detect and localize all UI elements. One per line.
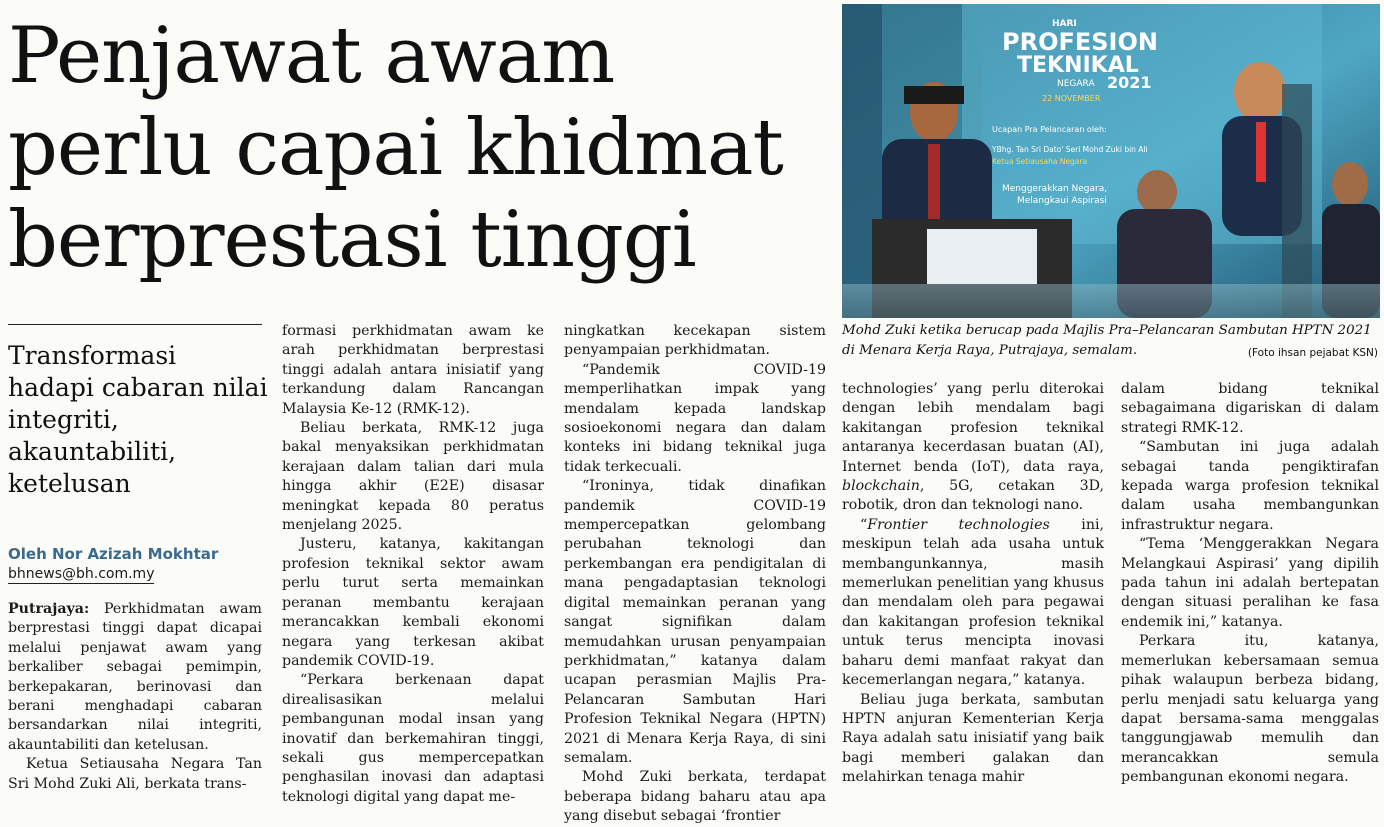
banner-hari: HARI — [1052, 19, 1077, 29]
author-email[interactable]: bhnews@bh.com.my — [8, 566, 155, 582]
paragraph: Beliau juga berkata, sambutan HPTN anjuran Kementerian Kerja Raya adalah satu inisiatif yang baik bagi memberi galakan dan melahirkan tenaga mahir — [842, 691, 1104, 786]
news-photo — [842, 4, 1380, 318]
headline-line-3: berprestasi tinggi — [8, 195, 696, 285]
photo-credit: (Foto ihsan pejabat KSN) — [1247, 347, 1378, 359]
article-column-2 — [282, 322, 544, 807]
paragraph: Beliau berkata, RMK-12 juga bakal menyaksikan perkhidmatan kerajaan dalam talian dari mula hingga akhir (E2E) disasar meningkat kepada 80 peratus menjelang 2025. — [282, 420, 544, 534]
banner-title-2: TEKNIKAL — [1017, 53, 1139, 78]
article-column-3 — [564, 322, 826, 827]
paragraph: “Ironinya, tidak dinafikan pandemik COVID-19 mempercepatkan gelombang perubahan teknologi dan perkembangan era pendigitalan di mana pengadaptasian teknologi digital memainkan peranan yang sangat signifikan dalam memudahkan urusan penyampaian perkhidmatan,” katanya dalam ucapan perasmian Majlis Pra-Pelancaran Sambutan Hari Profesion Teknikal Negara (HPTN) 2021 di Menara Kerja Raya, di sini semalam. — [564, 478, 826, 766]
paragraph: “Frontier technologies ini, meskipun telah ada usaha untuk membangunkannya, masih memerlukan penelitian yang khusus dan mendalam oleh para pegawai dan kakitangan profesion teknikal untuk terus mencipta inovasi baharu demi manfaat rakyat dan kecemerlangan negara,” katanya. — [842, 516, 1104, 689]
paragraph: Justeru, katanya, kakitangan profesion teknikal sektor awam perlu turut serta memainkan peranan membantu kerajaan merancakkan kembali ekonomi negara yang terkesan akibat pandemik COVID-19. — [282, 536, 544, 669]
banner-date: 22 NOVEMBER — [1042, 94, 1101, 103]
paragraph: Perkhidmatan awam berprestasi tinggi dapat dicapai melalui penjawat awam yang berkaliber sebagai pemimpin, berkepakaran, berinovasi dan berani menghadapi cabaran bersandarkan nilai integriti, akauntabiliti dan ketelusan. — [8, 601, 262, 753]
paragraph: “Pandemik COVID-19 memperlihatkan impak yang mendalam kepada landskap sosioekonomi negara dan dalam konteks ini bidang teknikal juga tidak terkecuali. — [564, 361, 826, 475]
paragraph: “Tema ‘Menggerakkan Negara Melangkaui Aspirasi’ yang dipilih pada tahun ini adalah bertepatan dengan situasi peralihan ke fasa endemik ini,” katanya. — [1121, 536, 1379, 630]
paragraph: “Sambutan ini juga adalah sebagai tanda pengiktirafan kepada warga profesion teknikal dalam usaha membangunkan infrastruktur negara. — [1121, 439, 1379, 533]
article-column-4 — [842, 380, 1104, 788]
headline-line-2: perlu capai khidmat — [8, 103, 783, 193]
headline — [8, 10, 838, 286]
banner-title-1: PROFESION — [1002, 28, 1158, 56]
byline: Oleh Nor Azizah Mokhtar — [8, 545, 219, 563]
banner-text-3: Ketua Setiausaha Negara — [992, 157, 1088, 166]
headline-line-1: Penjawat awam — [8, 11, 615, 101]
paragraph: “Perkara berkenaan dapat direalisasikan melalui pembangunan modal insan yang inovatif dan berkemahiran tinggi, sekali gus mempercepatkan penghasilan inovasi dan adaptasi teknologi digital yang dapat me- — [282, 672, 544, 805]
banner-negara: NEGARA — [1057, 79, 1095, 89]
paragraph: Ketua Setiausaha Negara Tan Sri Mohd Zuki Ali, berkata trans- — [8, 756, 262, 792]
paragraph: Perkara itu, katanya, memerlukan kebersamaan semua pihak walaupun berbeza bidang, perlu menjadi satu keluarga yang dapat bersama-sama menggalas tanggungjawab memulih dan merancakkan semula pembangunan ekonomi negara. — [1121, 633, 1379, 786]
article-column-1 — [8, 600, 262, 794]
deck: Transformasi hadapi cabaran nilai integriti, akauntabiliti, ketelusan — [8, 341, 268, 498]
paragraph: Mohd Zuki berkata, terdapat beberapa bidang baharu atau apa yang disebut sebagai ‘frontier — [564, 769, 826, 825]
banner-text-4: Menggerakkan Negara, — [1002, 184, 1108, 194]
paragraph: technologies’ yang perlu diterokai dengan lebih mendalam bagi kakitangan profesion teknikal antaranya kecerdasan buatan (AI), Internet benda (IoT), data raya, blockchain, 5G, cetakan 3D, robotik, dron dan teknologi nano. — [842, 381, 1104, 514]
banner-text-2: YBhg. Tan Sri Dato' Seri Mohd Zuki bin Ali — [992, 145, 1148, 154]
article-column-5 — [1121, 380, 1379, 788]
paragraph: formasi perkhidmatan awam ke arah perkhidmatan berprestasi tinggi adalah antara inisiatif yang terkandung dalam Rancangan Malaysia Ke-12 (RMK-12). — [282, 323, 544, 417]
photo-caption — [842, 321, 1382, 361]
banner-text-1: Ucapan Pra Pelancaran oleh: — [992, 125, 1107, 134]
paragraph: ningkatkan kecekapan sistem penyampaian perkhidmatan. — [564, 323, 826, 359]
caption-text: Mohd Zuki ketika berucap pada Majlis Pra–Pelancaran Sambutan HPTN 2021 di Menara Kerja Raya, Putrajaya, semalam. — [842, 323, 1372, 358]
banner-year: 2021 — [1107, 73, 1152, 92]
deck-rule — [8, 324, 262, 325]
banner-text-5: Melangkaui Aspirasi — [1017, 196, 1107, 206]
paragraph: dalam bidang teknikal sebagaimana digariskan di dalam strategi RMK-12. — [1121, 381, 1379, 436]
dateline: Putrajaya: — [8, 601, 90, 617]
